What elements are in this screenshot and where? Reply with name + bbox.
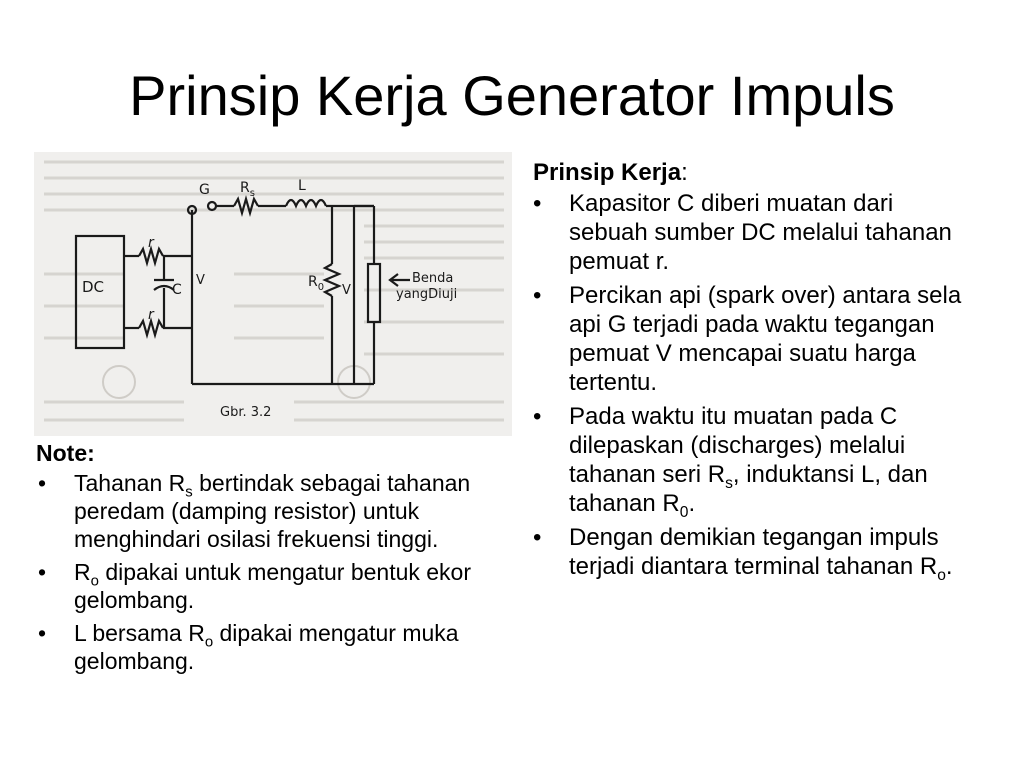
list-item-text: . bbox=[945, 553, 953, 580]
list-item-text: Kapasitor C diberi muatan dari sebuah sumber DC melalui tahanan pemuat r. bbox=[569, 190, 952, 275]
rs-label-main: R bbox=[240, 180, 250, 196]
list-item bbox=[533, 402, 973, 521]
circuit-diagram bbox=[34, 152, 512, 436]
prinsip-kerja-section bbox=[533, 158, 973, 586]
list-item-text: Pada waktu itu muatan pada C dilepaskan (discharges) melalui tahanan seri R bbox=[569, 403, 906, 488]
list-item-text: bertindak sebagai tahanan peredam (damping resistor) untuk menghindari osilasi frekuensi tinggi. bbox=[74, 470, 471, 552]
prinsip-kerja-heading bbox=[533, 158, 973, 187]
subscript: 0 bbox=[679, 503, 689, 521]
note-heading: Note: bbox=[36, 440, 95, 466]
figure-caption: Gbr. 3.2 bbox=[220, 405, 272, 420]
circuit-diagram-figure bbox=[34, 152, 512, 436]
list-item bbox=[36, 558, 526, 614]
subscript: o bbox=[204, 633, 214, 651]
list-item bbox=[533, 523, 973, 584]
list-item-text: Tahanan R bbox=[74, 470, 186, 496]
list-item bbox=[36, 469, 526, 553]
list-item-text: Percikan api (spark over) antara sela api G terjadi pada waktu tegangan pemuat V mencapai suatu harga tertentu. bbox=[569, 282, 962, 396]
list-item bbox=[533, 189, 973, 276]
note-list bbox=[36, 469, 526, 675]
list-item-text: dipakai untuk mengatur bentuk ekor gelombang. bbox=[74, 559, 472, 613]
list-item-text: L bersama R bbox=[74, 620, 205, 646]
v-left-label: V bbox=[196, 273, 205, 288]
benda-label-line1: Benda bbox=[412, 271, 454, 286]
v-right-label: V bbox=[342, 283, 351, 298]
r0-label-sub: 0 bbox=[317, 282, 325, 293]
benda-label-line2: yangDiuji bbox=[396, 287, 458, 302]
r-top-label: r bbox=[148, 235, 154, 251]
list-item-text: dipakai mengatur muka gelombang. bbox=[74, 620, 459, 674]
subscript: s bbox=[725, 474, 733, 492]
l-label: L bbox=[298, 178, 306, 194]
subscript: s bbox=[185, 483, 193, 501]
r0-label-main: R bbox=[308, 274, 318, 290]
list-item-text: , induktansi L, dan tahanan R bbox=[569, 461, 928, 517]
prinsip-kerja-heading-text: Prinsip Kerja bbox=[533, 159, 682, 186]
subscript: o bbox=[90, 572, 99, 590]
list-item bbox=[36, 619, 526, 675]
list-item-text: Dengan demikian tegangan impuls terjadi diantara terminal tahanan R bbox=[569, 524, 939, 580]
rs-label bbox=[240, 180, 255, 199]
dc-label: DC bbox=[82, 278, 105, 296]
slide-title: Prinsip Kerja Generator Impuls bbox=[129, 64, 895, 127]
r0-label bbox=[308, 274, 324, 293]
list-item-text: . bbox=[688, 490, 696, 517]
prinsip-kerja-heading-colon: : bbox=[681, 159, 688, 186]
r-bottom-label: r bbox=[148, 307, 154, 323]
g-label: G bbox=[199, 182, 210, 198]
list-item-text: R bbox=[74, 559, 91, 585]
note-section bbox=[36, 439, 526, 680]
c-label: C bbox=[172, 282, 182, 298]
subscript: o bbox=[937, 566, 946, 584]
list-item bbox=[533, 281, 973, 397]
prinsip-kerja-list bbox=[533, 189, 973, 584]
rs-label-sub: s bbox=[249, 188, 255, 199]
